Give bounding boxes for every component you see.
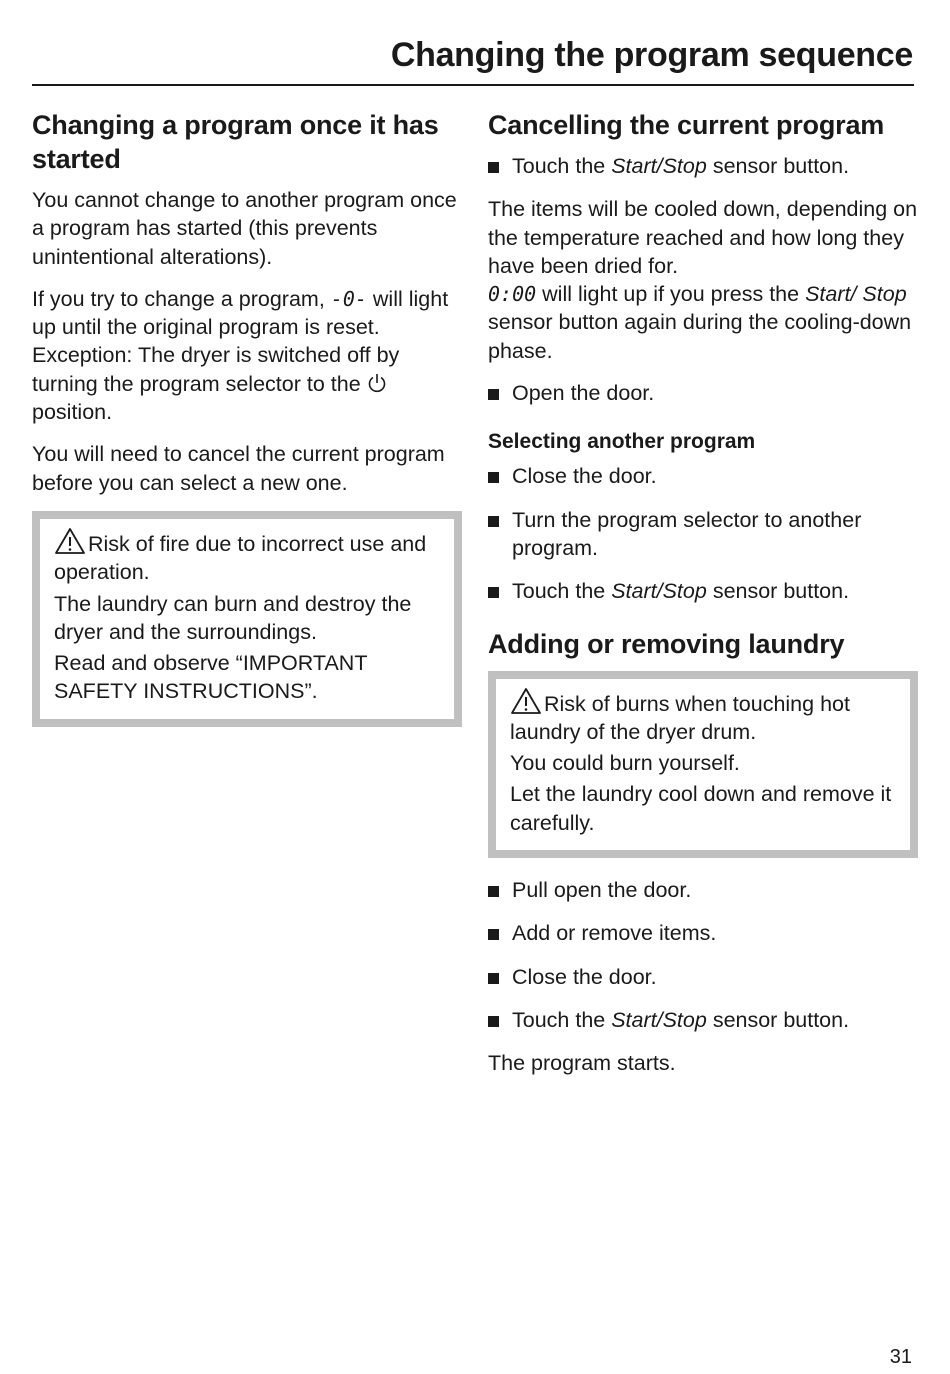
step-text: Add or remove items. bbox=[512, 921, 717, 946]
step-text: Open the door. bbox=[512, 381, 655, 406]
step-item bbox=[488, 577, 918, 605]
text-segment: If you try to change a program, bbox=[32, 286, 325, 311]
warning-line: The laundry can burn and destroy the dryer and the surroundings. bbox=[54, 591, 412, 644]
paragraph-program-starts: The program starts. bbox=[488, 1051, 676, 1076]
subheading-selecting-another: Selecting another program bbox=[488, 430, 756, 454]
warning-line bbox=[54, 527, 440, 587]
bullet-square-icon bbox=[488, 516, 499, 527]
step-text: Touch the Start/Stop sensor button. bbox=[512, 1007, 850, 1032]
step-item bbox=[488, 876, 918, 904]
step-text: Close the door. bbox=[512, 464, 657, 489]
text-segment: will light up until the original program is reset. bbox=[32, 286, 449, 340]
left-column bbox=[32, 108, 462, 745]
page-title: Changing the program sequence bbox=[390, 36, 913, 74]
section-heading-changing-program: Changing a program once it has started bbox=[32, 110, 439, 174]
right-column bbox=[488, 108, 918, 1092]
text-segment: position. bbox=[32, 400, 113, 425]
section-heading-cancelling: Cancelling the current program bbox=[488, 110, 885, 140]
warning-line: You could burn yourself. bbox=[510, 751, 740, 776]
step-item bbox=[488, 963, 918, 991]
display-glyph: -0- bbox=[330, 286, 367, 311]
fire-warning-box bbox=[32, 511, 462, 727]
bullet-square-icon bbox=[488, 1016, 499, 1027]
bullet-square-icon bbox=[488, 587, 499, 598]
step-text: Touch the Start/Stop sensor button. bbox=[512, 579, 850, 604]
step-item bbox=[488, 152, 918, 180]
paragraph-cancel-before: You will need to cancel the current program before you can select a new one. bbox=[32, 442, 445, 495]
warning-line bbox=[510, 687, 896, 747]
paragraph-cannot-change: You cannot change to another program once a program has started (this prevents unintentional alterations). bbox=[32, 188, 457, 269]
step-text: Turn the program selector to another program. bbox=[512, 507, 862, 560]
bullet-square-icon bbox=[488, 929, 499, 940]
warning-triangle-icon bbox=[54, 527, 86, 555]
power-icon bbox=[367, 372, 387, 394]
step-item bbox=[488, 462, 918, 490]
paragraph-try-change bbox=[32, 285, 462, 426]
bullet-square-icon bbox=[488, 886, 499, 897]
step-text: Close the door. bbox=[512, 964, 657, 989]
warning-text: Risk of fire due to incorrect use and operation. bbox=[54, 531, 427, 585]
warning-triangle-icon bbox=[510, 687, 542, 715]
page-number: 31 bbox=[889, 1346, 912, 1368]
display-glyph: 0:00 bbox=[488, 282, 537, 307]
step-item bbox=[488, 506, 918, 563]
section-heading-adding-removing: Adding or removing laundry bbox=[488, 628, 845, 659]
step-item bbox=[488, 379, 918, 407]
step-text: Pull open the door. bbox=[512, 878, 692, 903]
bullet-square-icon bbox=[488, 162, 499, 173]
step-item bbox=[488, 919, 918, 947]
text-segment: Exception: The dryer is switched off by turning the program selector to the bbox=[32, 343, 400, 396]
warning-line: Read and observe “IMPORTANT SAFETY INSTRUCTIONS”. bbox=[54, 651, 368, 704]
paragraph-cooling: The items will be cooled down, depending on the temperature reached and how long they have been dried for. 0:00 will light up if you press the Start/ Stop sensor button again during the cooling-down phase. bbox=[488, 197, 918, 363]
warning-line: Let the laundry cool down and remove it carefully. bbox=[510, 782, 892, 835]
title-rule bbox=[32, 84, 914, 86]
step-text: Touch the Start/Stop sensor button. bbox=[512, 154, 850, 178]
burn-warning-box bbox=[488, 671, 918, 858]
bullet-square-icon bbox=[488, 973, 499, 984]
bullet-square-icon bbox=[488, 389, 499, 400]
bullet-square-icon bbox=[488, 472, 499, 483]
warning-text: Risk of burns when touching hot laundry of the dryer drum. bbox=[510, 691, 850, 744]
step-item bbox=[488, 1006, 918, 1034]
